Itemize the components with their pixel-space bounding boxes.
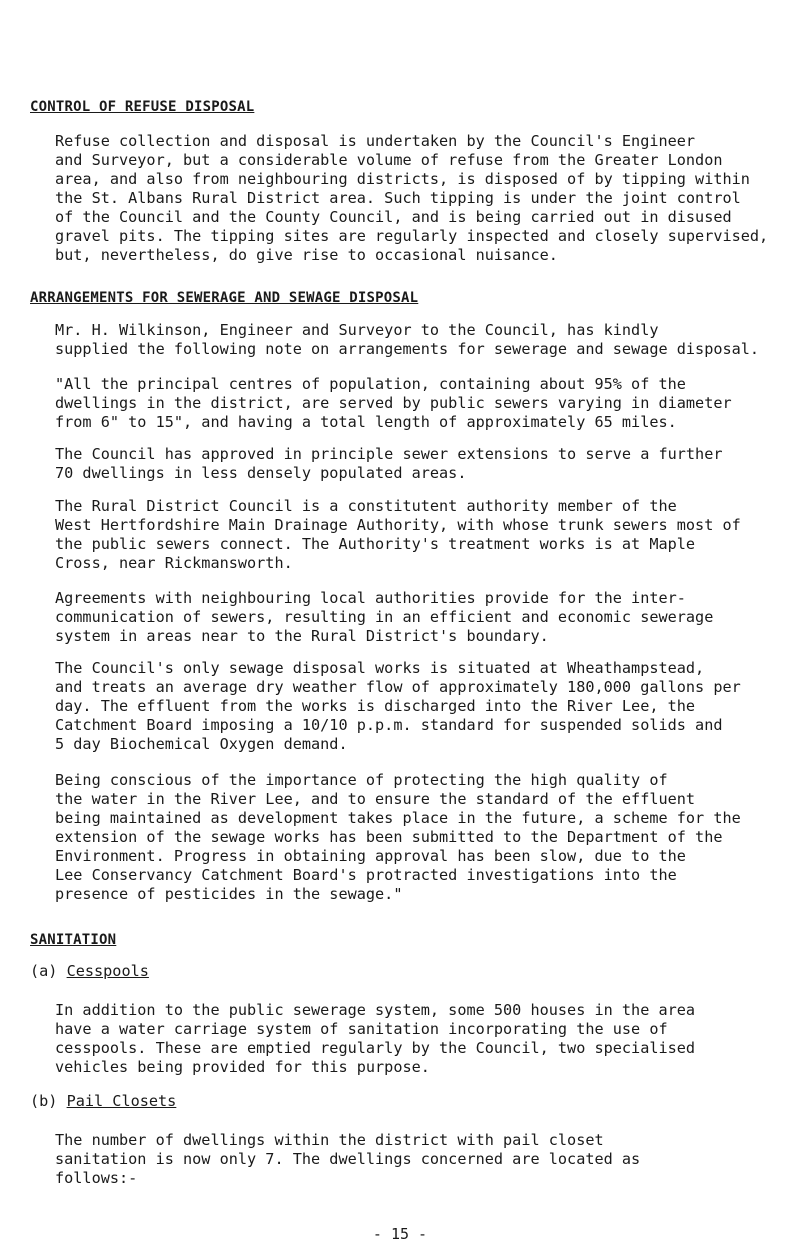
heading-refuse-disposal: CONTROL OF REFUSE DISPOSAL <box>30 99 255 115</box>
paragraph-cesspools <box>55 1001 790 1077</box>
subheading-title: Pail Closets <box>66 1092 177 1110</box>
text-line: The Council has approved in principle sewer extensions to serve a further <box>55 445 723 463</box>
text-line: system in areas near to the Rural District's boundary. <box>55 627 549 645</box>
text-line: have a water carriage system of sanitation incorporating the use of <box>55 1020 668 1038</box>
subheading-marker: (b) <box>30 1092 58 1110</box>
text-line: day. The effluent from the works is discharged into the River Lee, the <box>55 697 696 715</box>
paragraph-principal-centres <box>55 375 790 432</box>
text-line: supplied the following note on arrangements for sewerage and sewage disposal. <box>55 340 760 358</box>
paragraph-disposal-works <box>55 659 790 754</box>
text-line: "All the principal centres of population, containing about 95% of the <box>55 375 686 393</box>
text-line: West Hertfordshire Main Drainage Authority, with whose trunk sewers most of <box>55 516 741 534</box>
text-line: of the Council and the County Council, and is being carried out in disused <box>55 208 732 226</box>
text-line: cesspools. These are emptied regularly by the Council, two specialised <box>55 1039 696 1057</box>
text-line: follows:- <box>55 1169 138 1187</box>
text-line: Mr. H. Wilkinson, Engineer and Surveyor to the Council, has kindly <box>55 321 659 339</box>
text-line: The Council's only sewage disposal works is situated at Wheathampstead, <box>55 659 705 677</box>
heading-sewerage-arrangements: ARRANGEMENTS FOR SEWERAGE AND SEWAGE DISPOSAL <box>30 290 419 306</box>
text-line: Cross, near Rickmansworth. <box>55 554 293 572</box>
text-line: presence of pesticides in the sewage." <box>55 885 403 903</box>
subheading-marker: (a) <box>30 962 58 980</box>
text-line: Lee Conservancy Catchment Board's protracted investigations into the <box>55 866 677 884</box>
text-line: but, nevertheless, do give rise to occasional nuisance. <box>55 246 558 264</box>
text-line: the public sewers connect. The Authority's treatment works is at Maple <box>55 535 696 553</box>
text-line: 5 day Biochemical Oxygen demand. <box>55 735 348 753</box>
subheading-cesspools <box>30 962 149 981</box>
text-line: the water in the River Lee, and to ensure the standard of the effluent <box>55 790 696 808</box>
paragraph-river-lee-quality <box>55 771 790 904</box>
text-line: Environment. Progress in obtaining approval has been slow, due to the <box>55 847 686 865</box>
text-line: 70 dwellings in less densely populated areas. <box>55 464 467 482</box>
paragraph-engineer-note <box>55 321 790 359</box>
text-line: gravel pits. The tipping sites are regularly inspected and closely supervised, <box>55 227 769 245</box>
text-line: The Rural District Council is a constitutent authority member of the <box>55 497 677 515</box>
text-line: area, and also from neighbouring districts, is disposed of by tipping within <box>55 170 750 188</box>
text-line: extension of the sewage works has been submitted to the Department of the <box>55 828 723 846</box>
text-line: Refuse collection and disposal is undertaken by the Council's Engineer <box>55 132 696 150</box>
page-number: - 15 - <box>372 1225 428 1243</box>
paragraph-pail-closets <box>55 1131 790 1188</box>
paragraph-agreements <box>55 589 790 646</box>
text-line: and Surveyor, but a considerable volume of refuse from the Greater London <box>55 151 723 169</box>
paragraph-sewer-extensions <box>55 445 790 483</box>
text-line: from 6" to 15", and having a total length of approximately 65 miles. <box>55 413 677 431</box>
text-line: dwellings in the district, are served by public sewers varying in diameter <box>55 394 732 412</box>
text-line: vehicles being provided for this purpose. <box>55 1058 430 1076</box>
text-line: and treats an average dry weather flow of approximately 180,000 gallons per <box>55 678 741 696</box>
text-line: communication of sewers, resulting in an efficient and economic sewerage <box>55 608 714 626</box>
subheading-title: Cesspools <box>66 962 149 980</box>
paragraph-drainage-authority <box>55 497 790 573</box>
text-line: Catchment Board imposing a 10/10 p.p.m. standard for suspended solids and <box>55 716 723 734</box>
text-line: Agreements with neighbouring local authorities provide for the inter- <box>55 589 686 607</box>
text-line: being maintained as development takes place in the future, a scheme for the <box>55 809 741 827</box>
text-line: In addition to the public sewerage system, some 500 houses in the area <box>55 1001 696 1019</box>
text-line: the St. Albans Rural District area. Such tipping is under the joint control <box>55 189 741 207</box>
subheading-pail-closets <box>30 1092 176 1111</box>
paragraph-refuse-collection <box>55 132 790 265</box>
text-line: The number of dwellings within the district with pail closet <box>55 1131 604 1149</box>
heading-sanitation: SANITATION <box>30 932 117 948</box>
text-line: Being conscious of the importance of protecting the high quality of <box>55 771 668 789</box>
text-line: sanitation is now only 7. The dwellings concerned are located as <box>55 1150 641 1168</box>
